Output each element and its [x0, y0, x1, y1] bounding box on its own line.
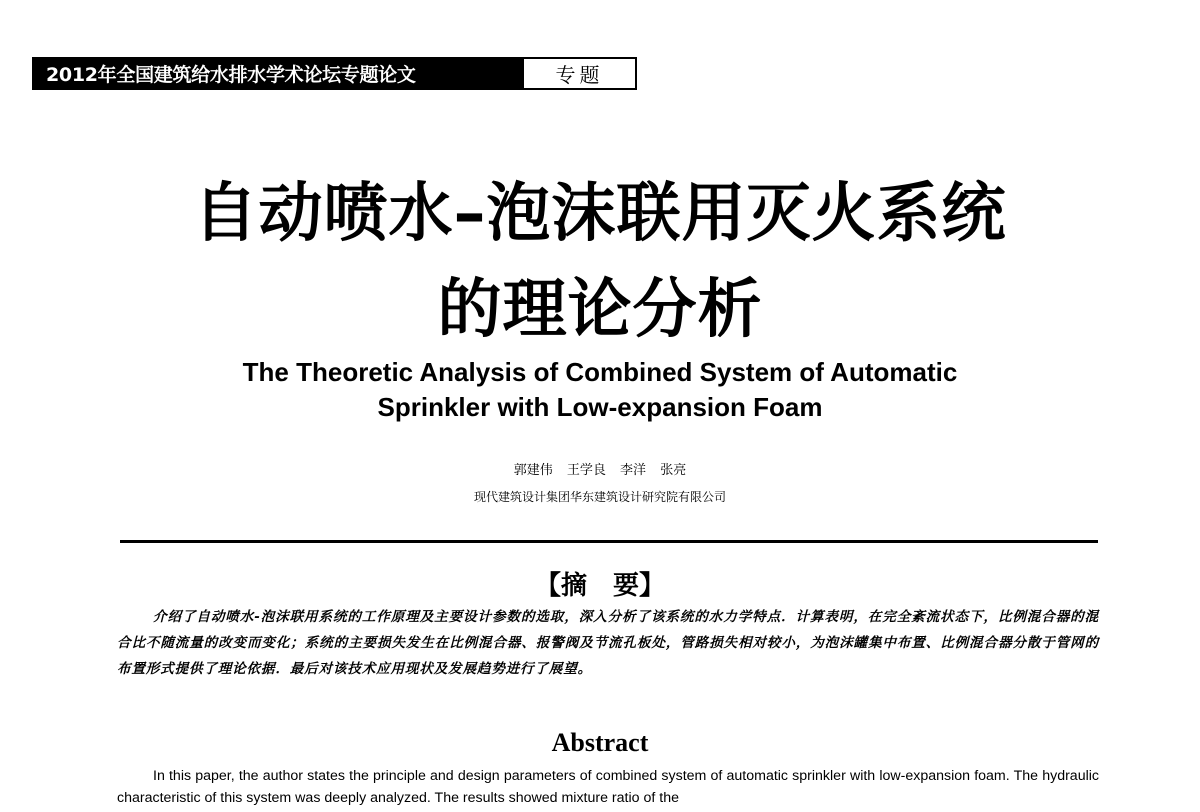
abstract-zh-heading: 【摘 要】: [534, 571, 665, 601]
title-zh-line1: 自动喷水–泡沫联用灭火系统: [193, 177, 1007, 251]
authors: 郭建伟 王学良 李洋 张亮: [513, 463, 687, 478]
affiliation: 现代建筑设计集团华东建筑设计研究院有限公司: [473, 490, 726, 504]
series-header: [32, 57, 637, 90]
abstract-en-body: In this paper, the author states the principle and design parameters of combined system of automatic sprinkler with low-expansion foam. The hydraulic characteristic of this system was deeply analyzed. The results showed mixture ratio of the: [117, 768, 1099, 806]
title-en-line2: Sprinkler with Low-expansion Foam: [377, 392, 823, 422]
section-tag: 专题: [522, 59, 635, 88]
title-zh-line2: 的理论分析: [437, 273, 763, 347]
title-en-line1: The Theoretic Analysis of Combined System of Automatic: [242, 357, 958, 387]
abstract-en-heading: Abstract: [551, 728, 649, 757]
divider-rule: [120, 540, 1098, 543]
abstract-zh-body: 介绍了自动喷水-泡沫联用系统的工作原理及主要设计参数的选取，深入分析了该系统的水力学特点．计算表明，在完全紊流状态下，比例混合器的混合比不随流量的改变而变化；系统的主要损失发生在比例混合器、报警阀及节流孔板处，管路损失相对较小，为泡沫罐集中布置、比例混合器分散于管网的布置形式提供了理论依据．最后对该技术应用现状及发展趋势进行了展望。: [117, 609, 1099, 677]
series-label: 2012年全国建筑给水排水学术论坛专题论文: [34, 59, 522, 88]
